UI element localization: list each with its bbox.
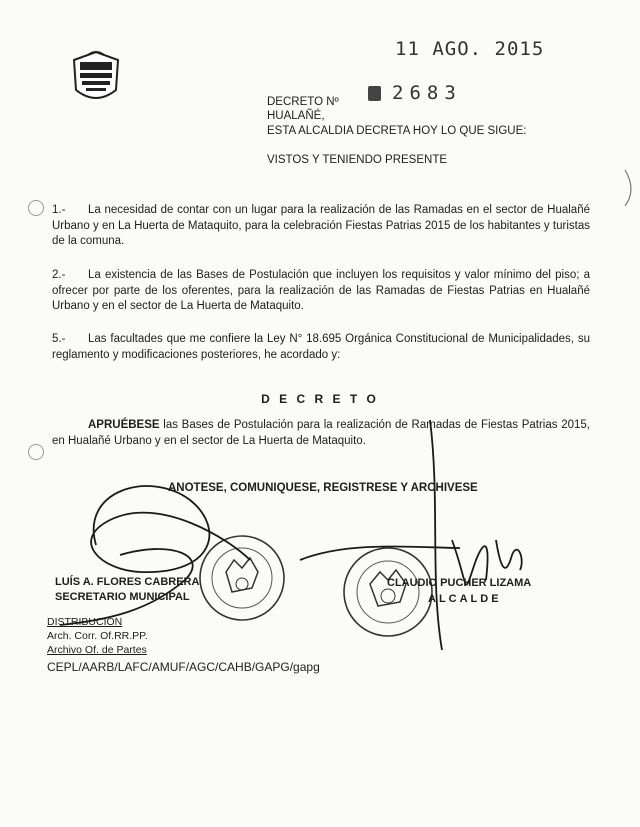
secretary-name: LUÍS A. FLORES CABRERA — [55, 576, 200, 588]
anotese-line: ANOTESE, COMUNIQUESE, REGISTRESE Y ARCHIVESE — [168, 482, 478, 494]
intro-line: ESTA ALCALDIA DECRETA HOY LO QUE SIGUE: — [267, 125, 527, 137]
item-number: 2.- — [52, 269, 66, 281]
secretary-title: SECRETARIO MUNICIPAL — [55, 591, 190, 603]
date-stamp: 11 AGO. 2015 — [395, 38, 545, 60]
item-number: 1.- — [52, 204, 66, 216]
city-line: HUALAÑÉ, — [267, 110, 325, 122]
distribution-heading: DISTRIBUCION — [47, 616, 123, 628]
decree-number: 2683 — [392, 82, 462, 104]
distribution-line-1: Arch. Corr. Of.RR.PP. — [47, 630, 148, 642]
item-text: Las facultades que me confiere la Ley N° 18.695 Orgánica Constitucional de Municipalidades, su reglamento y modificaciones posteriores, he acordado y: — [52, 333, 590, 361]
decree-label: DECRETO Nº — [267, 96, 339, 108]
margin-mark-icon — [625, 170, 631, 206]
decree-verb: APRUÉBESE — [88, 419, 160, 431]
mayor-signature-icon — [300, 420, 522, 650]
mayor-seal-icon — [344, 548, 432, 636]
mayor-name: CLAUDIO PUCHER LIZAMA — [387, 577, 532, 589]
item-text: La existencia de las Bases de Postulación que incluyen los requisitos y valor mínimo del piso; a ofrecer por parte de los oferentes, para la realización de las Ramadas de Fiestas Patrias en Hualañé Urbano y en el sector de La Huerta de Mataquito. — [52, 269, 590, 312]
decreto-title: D E C R E T O — [261, 392, 379, 406]
initials-codes: CEPL/AARB/LAFC/AMUF/AGC/CAHB/GAPG/gapg — [47, 660, 320, 674]
mayor-title: ALCALDE — [428, 593, 502, 605]
vistos-heading: VISTOS Y TENIENDO PRESENTE — [267, 154, 448, 166]
item-number: 5.- — [52, 333, 66, 345]
secretary-seal-icon — [200, 536, 284, 620]
item-text: La necesidad de contar con un lugar para la realización de las Ramadas en el sector de Hualañé Urbano y en La Huerta de Mataquito, para la celebración Fiestas Patrias 2015 de los habitantes y turistas de la comuna. — [52, 204, 590, 247]
decree-text: las Bases de Postulación para la realización de Ramadas de Fiestas Patrias 2015, en Hualañé Urbano y en el sector de La Huerta de Mataquito. — [52, 419, 590, 447]
distribution-line-2: Archivo Of. de Partes — [47, 644, 147, 656]
